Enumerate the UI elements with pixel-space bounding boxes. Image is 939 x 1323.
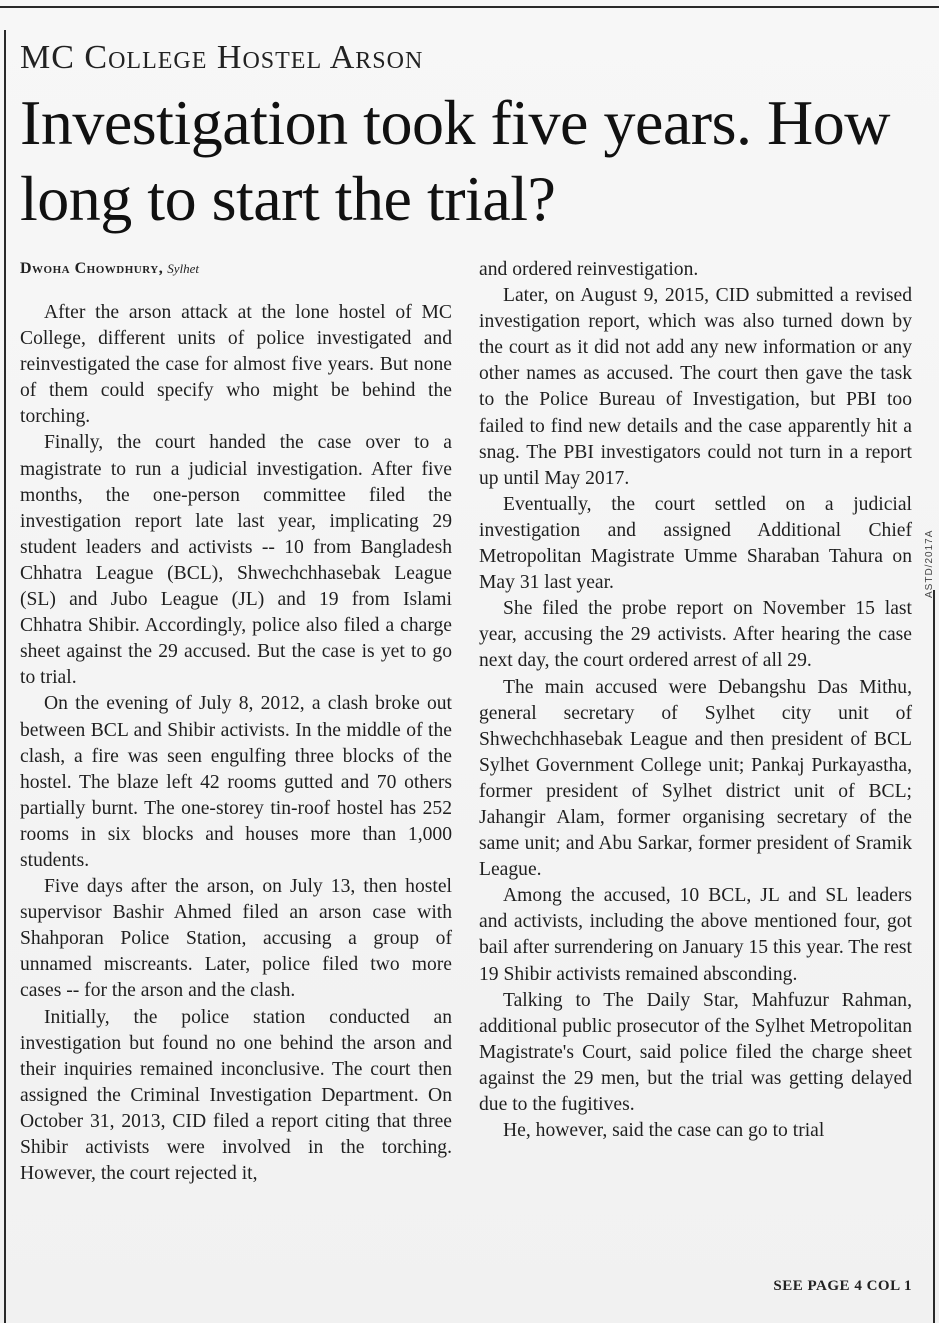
paragraph: Eventually, the court settled on a judicial investigation and assigned Additional Chief Metropolitan Magistrate Umme Sharaban Tahura on May 31 last year. [479, 493, 912, 594]
article-column-2 [479, 257, 912, 1144]
paragraph-continued: and ordered reinvestigation. [479, 259, 699, 280]
paragraph: Five days after the arson, on July 13, then hostel supervisor Bashir Ahmed filed an arson case with Shahporan Police Station, accusing a group of unnamed miscreants. Later, police filed two more cases -- for the arson and the clash. [20, 876, 452, 1002]
paragraph: She filed the probe report on November 15 last year, accusing the 29 activists. After hearing the case next day, the court ordered arrest of all 29. [479, 598, 912, 672]
byline-location: Sylhet [167, 261, 199, 276]
paragraph: Finally, the court handed the case over to a magistrate to run a judicial investigation. After five months, the one-person committee filed the investigation report late last year, implicating 29 student leaders and activists -- 10 from Bangladesh Chhatra League (BCL), Shwechchhasebak League (SL) and Jubo League (JL) and 19 from Islami Chhatra Shibir. Accordingly, police also filed a charge sheet against the 29 accused. But the case is yet to go to trial. [20, 432, 452, 689]
paragraph: Initially, the police station conducted an investigation but found no one behind the arson and their inquiries remained inconclusive. The court then assigned the Criminal Investigation Department. On October 31, 2013, CID filed a report citing that three Shibir activists were involved in the torching. However, the court rejected it, [20, 1006, 452, 1185]
paragraph: Later, on August 9, 2015, CID submitted a revised investigation report, which was also turned down by the court as it did not add any new information or any other names as accused. The court then gave the task to the Police Bureau of Investigation, but PBI too failed to find new details and the case apparently hit a snag. The PBI investigators could not turn in a report up until May 2017. [479, 285, 912, 489]
left-column-rule [4, 30, 6, 1323]
byline [20, 258, 460, 280]
paragraph: Among the accused, 10 BCL, JL and SL leaders and activists, including the above mentioned four, got bail after surrendering on January 15 this year. The rest 19 Shibir activists remained absconding. [479, 885, 912, 985]
byline-name: Dwoha Chowdhury, [20, 260, 164, 277]
jump-line: SEE PAGE 4 COL 1 [773, 1278, 912, 1294]
paragraph: After the arson attack at the lone hostel of MC College, different units of police investigated and reinvestigated the case for almost five years. But none of them could specify who might be behind the torching. [20, 302, 452, 428]
article-column-1 [20, 300, 452, 1187]
paragraph: The main accused were Debangshu Das Mithu, general secretary of Sylhet city unit of Shwechchhasebak League and then president of BCL Sylhet Government College unit; Pankaj Purkayastha, former president of Sylhet district unit of BCL; Jahangir Alam, former organising secretary of the same unit; and Abu Sarkar, former president of Sramik League. [479, 676, 912, 881]
kicker: MC College Hostel Arson [20, 39, 424, 76]
right-column-rule [933, 590, 935, 1323]
side-code: ASTD/2017A [924, 529, 935, 598]
top-rule [0, 6, 939, 8]
paragraph: Talking to The Daily Star, Mahfuzur Rahman, additional public prosecutor of the Sylhet Metropolitan Magistrate's Court, said police filed the charge sheet against the 29 men, but the trial was getting delayed due to the fugitives. [479, 989, 912, 1115]
paragraph: On the evening of July 8, 2012, a clash broke out between BCL and Shibir activists. In the middle of the clash, a fire was seen engulfing three blocks of the hostel. The blaze left 42 rooms gutted and 70 others partially burnt. The one-storey tin-roof hostel has 252 rooms in six blocks and houses more than 1,000 students. [20, 693, 452, 871]
paragraph: He, however, said the case can go to trial [503, 1120, 825, 1142]
headline: Investigation took five years. How long to start the trial? [20, 87, 890, 234]
